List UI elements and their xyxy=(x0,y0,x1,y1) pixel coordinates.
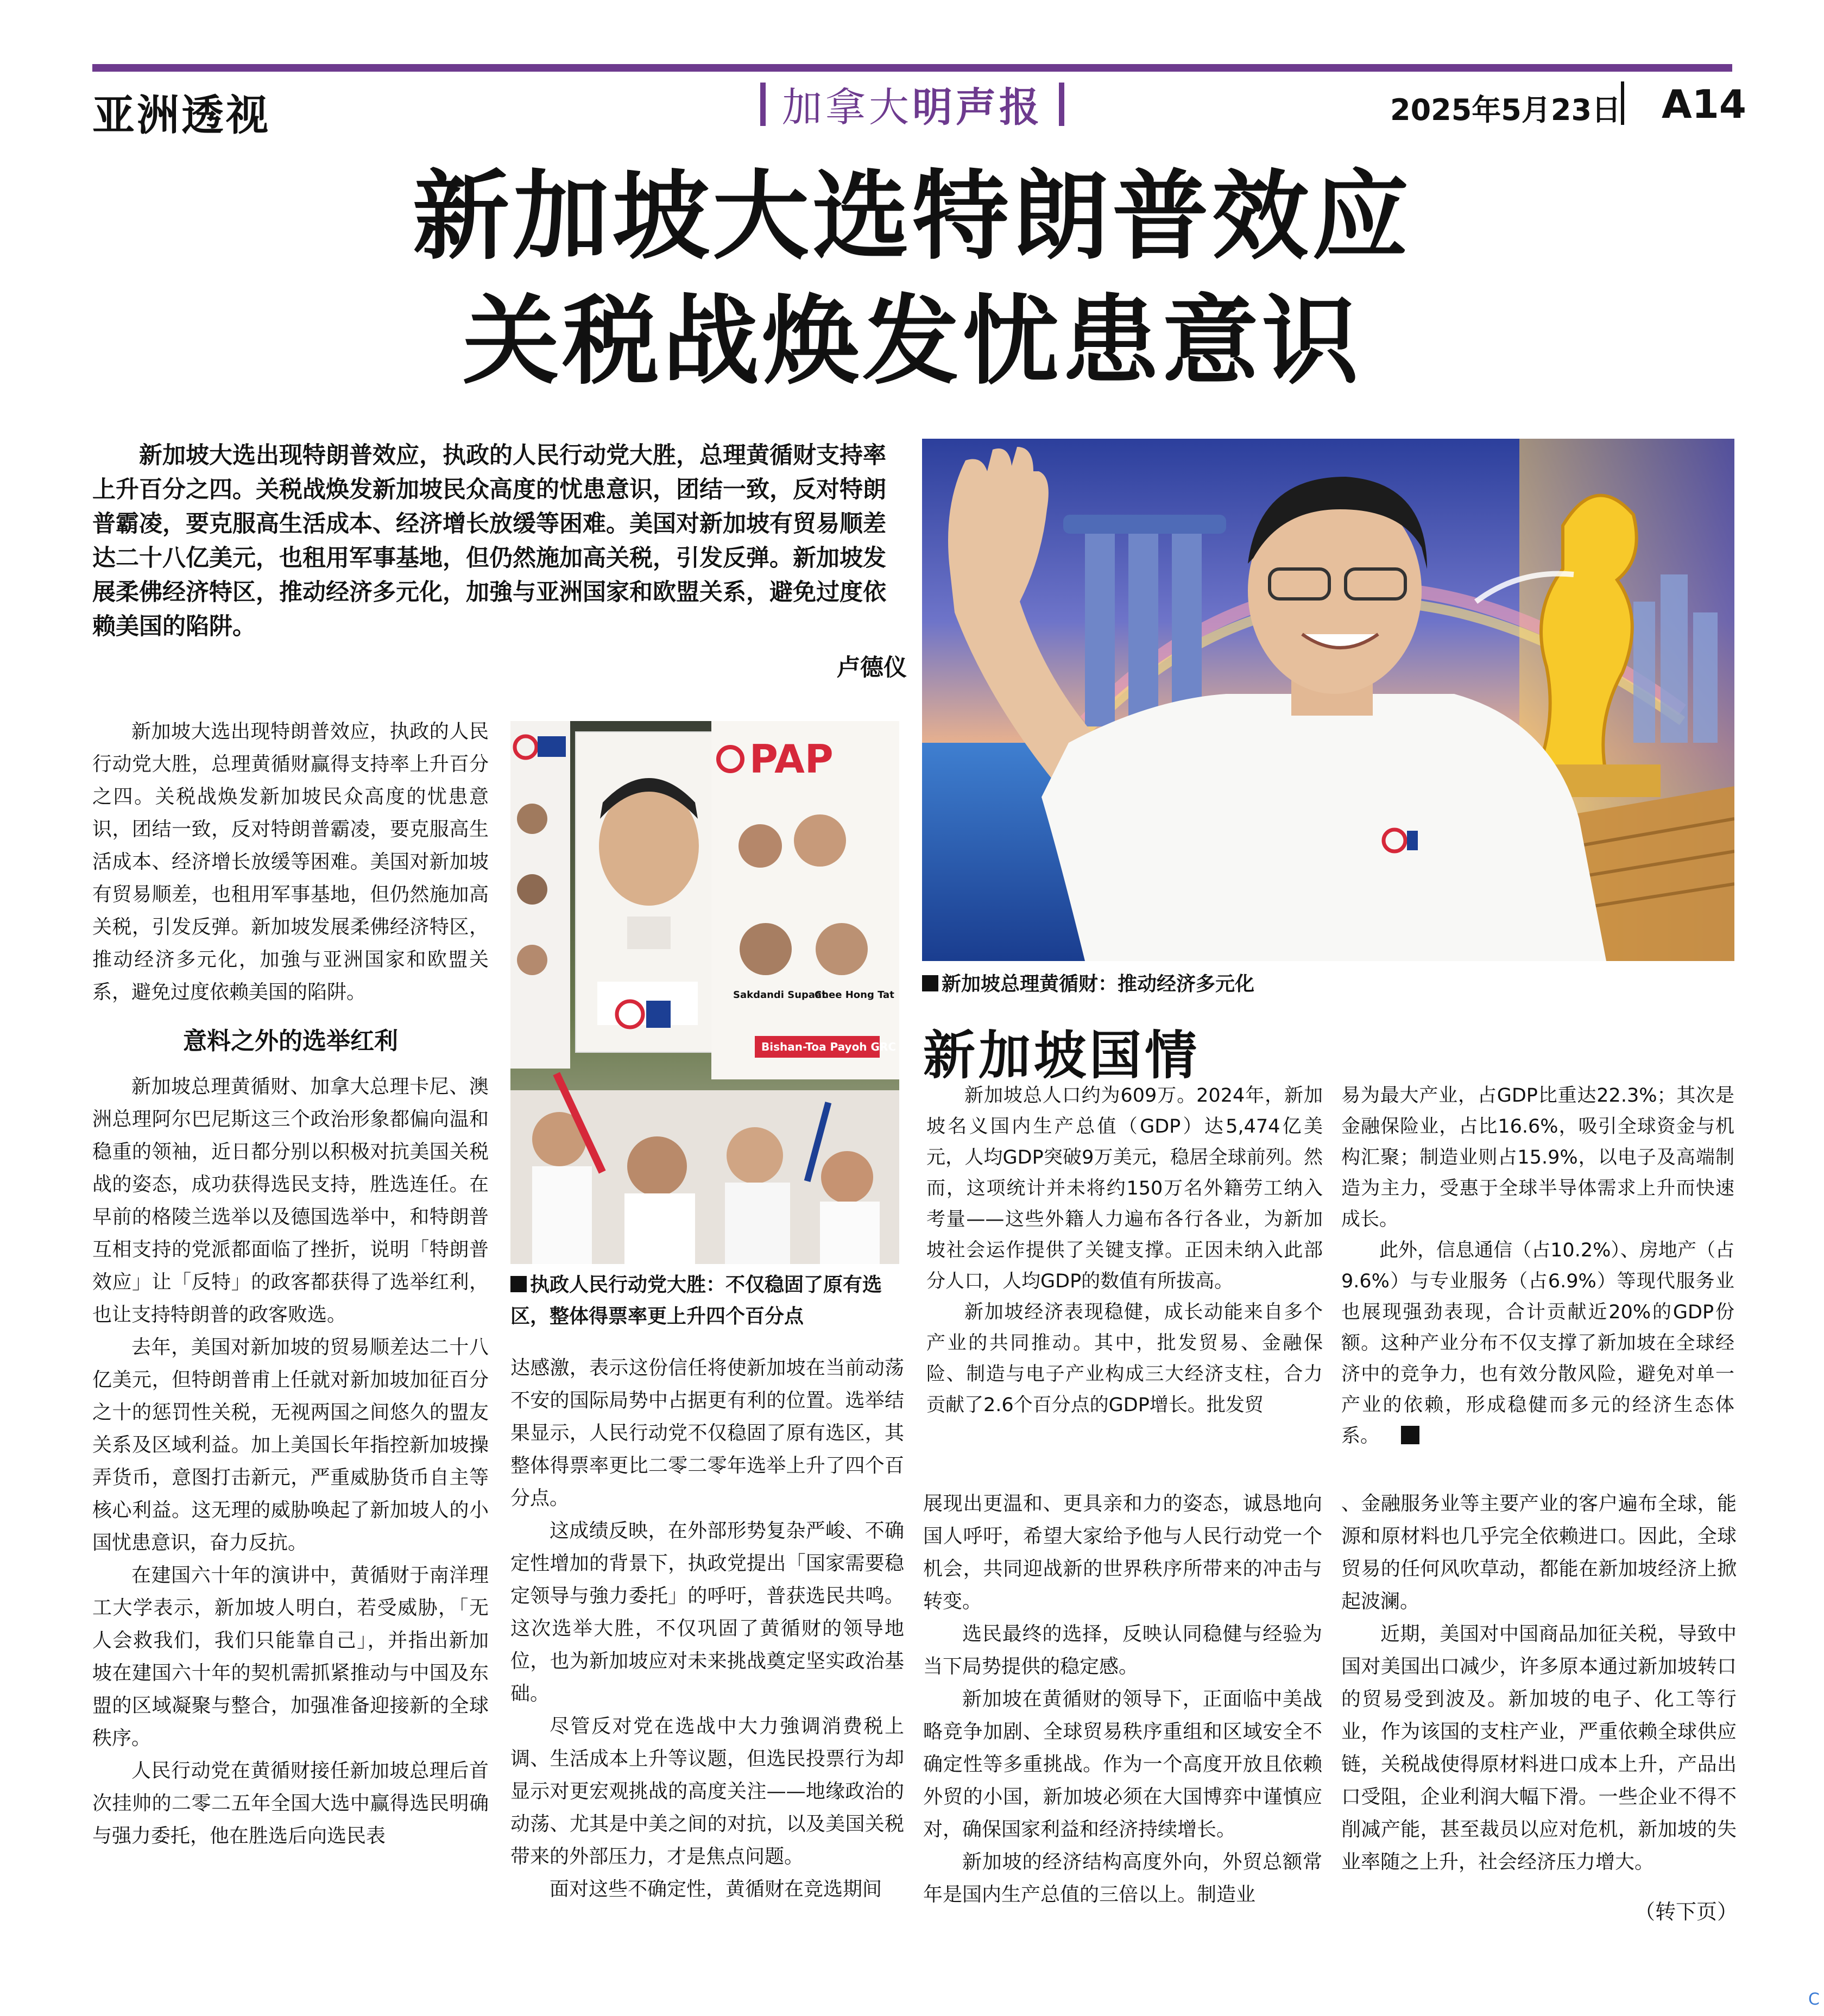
col1-paragraph-4: 在建国六十年的演讲中，黄循财于南洋理工大学表示，新加坡人明白，若受威胁，「无人会救我们，我们只能靠自己」，并指出新加坡在建国六十年的契机需抓紧推动与中国及东盟的区域凝聚与整合，加强准备迎接新的全球秩序。 xyxy=(92,1564,489,1749)
info-left-paragraph-2: 新加坡经济表现稳健，成长动能来自多个产业的共同推动。其中，批发贸易、金融保险、制造与电子产业构成三大经济支柱，合力贡献了2.6个百分点的GDP增长。批发贸 xyxy=(926,1301,1323,1416)
info-right-column xyxy=(1341,1080,1734,1452)
header-rule xyxy=(92,64,1732,72)
pap-poster-center xyxy=(576,732,722,1052)
section-title: 亚洲透视 xyxy=(92,91,271,140)
column-1 xyxy=(92,716,489,1853)
col3-paragraph-4: 新加坡的经济结构高度外向，外贸总额常年是国内生产总值的三倍以上。制造业 xyxy=(923,1851,1322,1906)
info-left-column xyxy=(926,1080,1323,1421)
end-mark-icon xyxy=(1401,1426,1419,1444)
author-byline: 卢德仪 xyxy=(837,654,907,681)
col1-paragraph-3: 去年，美国对新加坡的贸易顺差达二十八亿美元，但特朗普甫上任就对新加坡加征百分之十的惩罚性关税，无视两国之间悠久的盟友关系及区域利益。加上美国长年指控新加坡操弄货币，意图打击新元，严重威胁货币自主等核心利益。这无理的威胁唤起了新加坡人的小国忧患意识，奋力反抗。 xyxy=(92,1336,489,1554)
info-left-paragraph-1: 新加坡总人口约为609万。2024年，新加坡名义国内生产总值（GDP）达5,474亿美元，人均GDP突破9万美元，稳居全球前列。然而，这项统计并未将约150万名外籍劳工纳入考量——这些外籍人力遍布各行各业，为新加坡社会运作提供了关键支撑。正因未纳入此部分人口，人均GDP的数值有所拔高。 xyxy=(926,1085,1323,1292)
col1-paragraph-1: 新加坡大选出现特朗普效应，执政的人民行动党大胜，总理黄循财赢得支持率上升百分之四。关税战焕发新加坡民众高度的忧患意识，团结一致，反对特朗普霸凌，要克服高生活成本、经济增长放缓等困难。美国对新加坡有贸易顺差，也租用军事基地，但仍然施加高关税，引发反弹。新加坡发展柔佛经济特区，推动经济多元化，加強与亚洲国家和欧盟关系，避免过度依赖美国的陷阱。 xyxy=(92,721,489,1003)
caption-square-icon xyxy=(510,1276,527,1292)
masthead-bar-left xyxy=(760,83,766,126)
poster-name-b: Chee Hong Tat xyxy=(815,989,894,1001)
headline-line-1: 新加坡大选特朗普效应 xyxy=(413,160,1412,273)
info-right-paragraph-2 xyxy=(1341,1235,1734,1452)
pm-photo xyxy=(922,439,1734,961)
rally-photo-caption xyxy=(510,1269,901,1332)
col2-paragraph-1: 达感激，表示这份信任将使新加坡在当前动荡不安的国际局势中占据更有利的位置。选举结果显示，人民行动党不仅稳固了原有选区，其整体得票率更比二零二零年选举上升了四个百分点。 xyxy=(510,1357,904,1509)
col3-paragraph-3: 新加坡在黄循财的领导下，正面临中美战略竞争加剧、全球贸易秩序重组和区域安全不确定性等多重挑战。作为一个高度开放且依赖外贸的小国，新加坡必须在大国博弈中谨慎应对，确保国家利益和经济持续增长。 xyxy=(923,1688,1322,1841)
col2-paragraph-4: 面对这些不确定性，黄循财在竞选期间 xyxy=(550,1878,882,1900)
pap-logo-text: PAP xyxy=(749,736,834,782)
footer-mark: C xyxy=(1808,1990,1820,2009)
col1-paragraph-2: 新加坡总理黄循财、加拿大总理卡尼、澳洲总理阿尔巴尼斯这三个政治形象都偏向温和稳重的领袖，近日都分别以积极对抗美国关税战的姿态，成功获得选民支持，胜选连任。在早前的格陵兰选举以及德国选举中，和特朗普互相支持的党派都面临了挫折，说明「特朗普效应」让「反特」的政客都获得了选举红利，也让支持特朗普的政客败选。 xyxy=(92,1076,489,1326)
col3-paragraph-1: 展现出更温和、更具亲和力的姿态，诚恳地向国人呼吁，希望大家给予他与人民行动党一个机会，共同迎战新的世界秩序所带来的冲击与转变。 xyxy=(923,1493,1322,1613)
column-3 xyxy=(923,1488,1322,1911)
headline-line-2: 关税战焕发忧患意识 xyxy=(463,285,1362,397)
pm-caption-text: 新加坡总理黄循财：推动经济多元化 xyxy=(942,973,1255,995)
header-separator xyxy=(1621,81,1624,125)
rally-photo-image xyxy=(510,721,899,1264)
masthead-name: 明声报 xyxy=(912,84,1043,131)
marina-bay-sands xyxy=(1063,515,1226,726)
col3-paragraph-2: 选民最终的选择，反映认同稳健与经验为当下局势提供的稳定感。 xyxy=(923,1623,1322,1678)
info-right-paragraph-2-text: 此外，信息通信（占10.2%）、房地产（占9.6%）与专业服务（占6.9%）等现代服务业也展现强劲表现，合计贡献近20%的GDP份额。这种产业分布不仅支撑了新加坡在全球经济中的竞争力，也有效分散风险，避免对单一产业的依赖，形成稳健而多元的经济生态体系。 xyxy=(1341,1240,1734,1447)
info-right-paragraph-1: 易为最大产业，占GDP比重达22.3%；其次是金融保险业，占比16.6%，吸引全球资金与机构汇聚；制造业则占15.9%，以电子及高端制造为主力，受惠于全球半导体需求上升而快速成长。 xyxy=(1341,1085,1734,1230)
page-number: A14 xyxy=(1662,81,1746,127)
pap-poster-left xyxy=(510,721,570,1069)
continued-marker: （转下页） xyxy=(1634,1900,1738,1924)
pap-poster-right xyxy=(711,721,899,1079)
column-4 xyxy=(1341,1488,1737,1879)
pm-photo-caption xyxy=(922,969,1465,1000)
col2-paragraph-2: 这成绩反映，在外部形势复杂严峻、不确定性增加的背景下，执政党提出「国家需要稳定领导与強力委托」的呼吁，普获选民共鸣。这次选举大胜，不仅巩固了黄循财的领导地位，也为新加坡应对未来挑战奠定坚实政治基础。 xyxy=(510,1520,904,1705)
lead-paragraph: 新加坡大选出现特朗普效应，执政的人民行动党大胜，总理黄循财支持率上升百分之四。关税战焕发新加坡民众高度的忧患意识，团结一致，反对特朗普霸凌，要克服高生活成本、经济增长放缓等困难。美国对新加坡有贸易顺差达二十八亿美元，也租用军事基地，但仍然施加高关税，引发反弹。新加坡发展柔佛经济特区，推动经济多元化，加強与亚洲国家和欧盟关系，避免过度依赖美国的陷阱。 xyxy=(92,442,886,640)
col1-paragraph-5: 人民行动党在黄循财接任新加坡总理后首次挂帅的二零二五年全国大选中赢得选民明确与强力委托，他在胜选后向选民表 xyxy=(92,1760,489,1847)
rally-caption-text: 执政人民行动党大胜：不仅稳固了原有选区，整体得票率更上升四个百分点 xyxy=(510,1274,882,1328)
supporters-crowd xyxy=(510,1072,899,1264)
col1-subhead: 意料之外的选举红利 xyxy=(183,1027,398,1055)
masthead-prefix: 加拿大 xyxy=(782,84,912,131)
masthead-bar-right xyxy=(1059,83,1064,126)
column-2 xyxy=(510,1352,904,1906)
poster-name-a: Sakdandi Supaat xyxy=(733,989,826,1001)
info-box-heading: 新加坡国情 xyxy=(923,1025,1200,1086)
pm-photo-image xyxy=(922,439,1734,961)
masthead xyxy=(739,77,1086,131)
issue-date: 2025年5月23日 xyxy=(1390,93,1621,127)
poster-grc: Bishan-Toa Payoh GRC xyxy=(761,1040,896,1053)
caption-square-icon xyxy=(922,975,938,991)
col4-paragraph-2: 近期，美国对中国商品加征关税，导致中国对美国出口减少，许多原本通过新加坡转口的贸易受到波及。新加坡的电子、化工等行业，作为该国的支柱产业，严重依赖全球供应链，关税战使得原材料进口成本上升，产品出口受阻，企业利润大幅下滑。一些企业不得不削减产能，甚至裁员以应对危机，新加坡的失业率随之上升，社会经济压力增大。 xyxy=(1341,1623,1737,1873)
rally-photo xyxy=(510,721,899,1264)
col2-paragraph-3: 尽管反对党在选战中大力強调消费税上调、生活成本上升等议题，但选民投票行为却显示对更宏观挑战的高度关注——地缘政治的动荡、尤其是中美之间的对抗，以及美国关税带来的外部压力，才是焦点问题。 xyxy=(510,1715,904,1868)
col4-paragraph-1: 、金融服务业等主要产业的客户遍布全球，能源和原材料也几乎完全依赖进口。因此，全球贸易的任何风吹草动，都能在新加坡经济上掀起波澜。 xyxy=(1341,1493,1737,1613)
